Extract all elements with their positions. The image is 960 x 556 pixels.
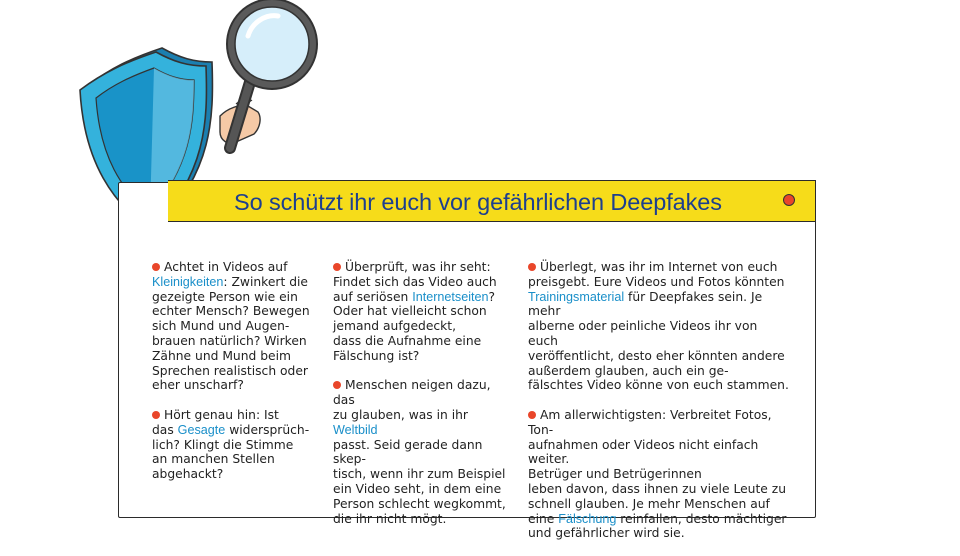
bullet-icon xyxy=(333,381,341,389)
keyword-link: Internetseiten xyxy=(412,289,489,304)
tip-text: Achtet in Videos auf xyxy=(164,260,288,274)
tip-paragraph xyxy=(528,408,790,541)
red-dot-icon xyxy=(783,194,795,206)
tip-text: widersprüch- lich? Klingt die Stimme an manchen Stellen abgehackt? xyxy=(152,422,310,482)
tip-text: Überlegt, was ihr im Internet von euch preisgebt. Eure Videos und Fotos könnten xyxy=(528,260,785,289)
keyword-link: Fälschung xyxy=(558,511,617,526)
bullet-icon xyxy=(152,263,160,271)
tip-paragraph xyxy=(528,260,790,393)
column-2 xyxy=(333,260,511,541)
tip-paragraph xyxy=(152,260,317,393)
bullet-icon xyxy=(528,411,536,419)
tip-text: reinfallen, desto mächtiger und gefährlicher wird sie. xyxy=(528,511,787,541)
tip-paragraph xyxy=(152,408,317,482)
tip-text: Menschen neigen dazu, das zu glauben, was in ihr xyxy=(333,378,491,422)
bullet-icon xyxy=(333,263,341,271)
column-1 xyxy=(152,260,317,497)
tip-text: : Zwinkert die gezeigte Person wie ein echter Mensch? Bewegen sich Mund und Augen- brauen natürlich? Wirken Zähne und Mund beim Sprechen realistisch oder eher unscharf? xyxy=(152,274,310,393)
tip-text: Hört genau hin: Ist das xyxy=(152,407,279,437)
magnifying-glass-icon xyxy=(227,0,317,148)
tip-text: Überprüft, was ihr seht: Findet sich das Video auch auf seriösen xyxy=(333,260,497,304)
page-title: So schützt ihr euch vor gefährlichen Deepfakes xyxy=(234,189,722,215)
tip-text: für Deepfakes sein. Je mehr alberne oder peinliche Videos ihr von euch veröffentlicht, desto eher könnten andere außerdem glauben, auch ein ge- fälschtes Video könne von euch stammen. xyxy=(528,289,789,393)
bullet-icon xyxy=(152,411,160,419)
tip-text: Am allerwichtigsten: Verbreitet Fotos, Ton- aufnahmen oder Videos nicht einfach weiter. Betrüger und Betrügerinnen leben davon, dass ihnen zu viele Leute zu schnell glauben. Je mehr Menschen auf eine xyxy=(528,407,786,526)
keyword-link: Trainingsmaterial xyxy=(528,289,625,304)
keyword-link: Kleinigkeiten xyxy=(152,274,224,289)
keyword-link: Gesagte xyxy=(177,422,226,437)
keyword-link: Weltbild xyxy=(333,422,378,437)
tip-text: ? Oder hat vielleicht schon jemand aufgedeckt, dass die Aufnahme eine Fälschung ist? xyxy=(333,289,496,363)
tip-paragraph xyxy=(333,378,511,526)
tip-text: passt. Seid gerade dann skep- tisch, wenn ihr zum Beispiel ein Video seht, in dem eine Person schlecht wegkommt, die ihr nicht mögt. xyxy=(333,437,506,526)
column-3 xyxy=(528,260,790,556)
tip-paragraph xyxy=(333,260,511,364)
bullet-icon xyxy=(528,263,536,271)
